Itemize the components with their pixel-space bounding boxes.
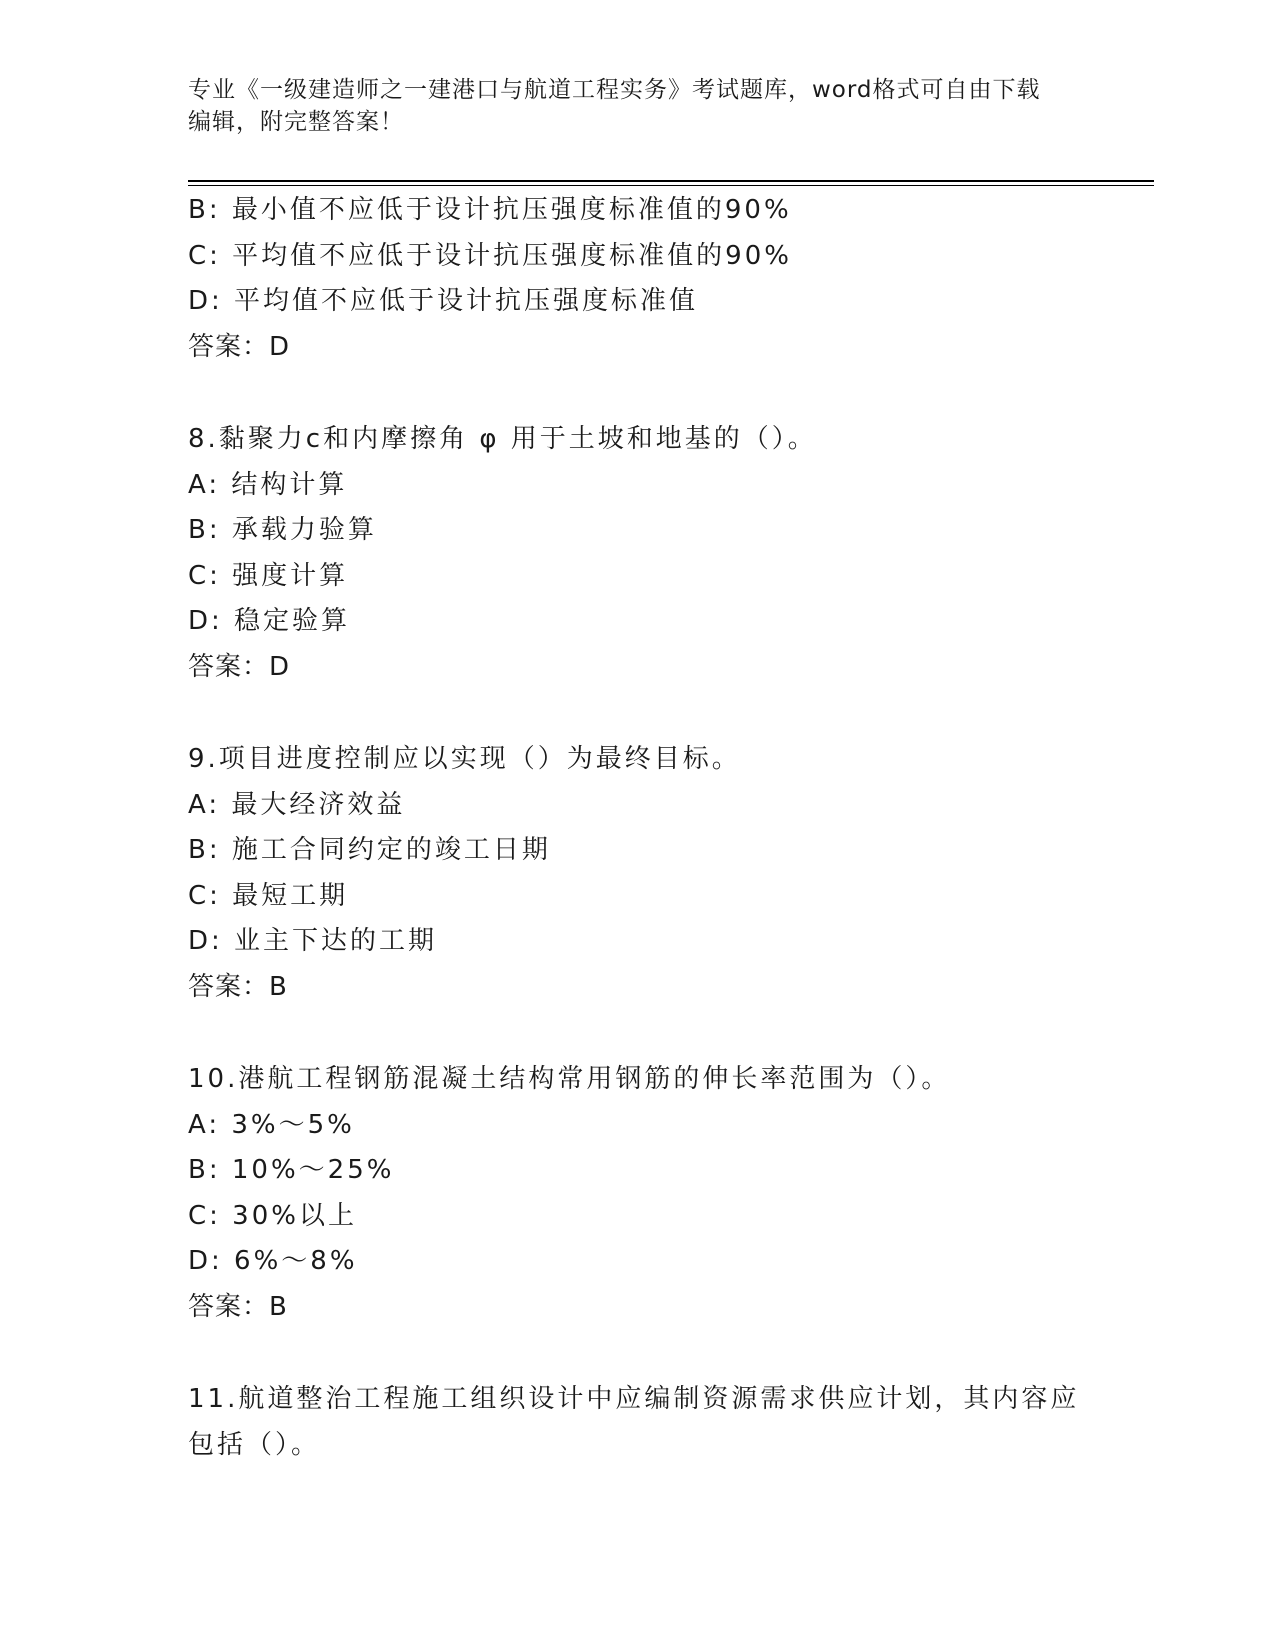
option-c: C: 强度计算 — [188, 560, 349, 591]
header-line-1: 专业《一级建造师之一建港口与航道工程实务》考试题库，word格式可自由下载 — [188, 77, 1041, 103]
option-a: A: 结构计算 — [188, 469, 348, 500]
question-11 — [188, 1377, 1088, 1468]
header-divider-thick — [188, 180, 1154, 182]
question-stem: 9.项目进度控制应以实现（）为最终目标。 — [188, 744, 741, 774]
answer: 答案：B — [188, 971, 288, 1002]
option-b: B: 施工合同约定的竣工日期 — [188, 835, 551, 865]
option-d: D: 6%～8% — [188, 1246, 358, 1276]
option-c: C: 最短工期 — [188, 880, 349, 911]
answer: 答案：D — [188, 651, 291, 682]
header-divider-thin — [188, 185, 1154, 186]
question-stem-line-2: 包括（）。 — [188, 1429, 321, 1460]
question-partial — [188, 188, 1088, 370]
option-c: C: 30%以上 — [188, 1200, 357, 1231]
question-list — [188, 188, 1088, 1468]
option-b: B: 10%～25% — [188, 1155, 395, 1185]
option-b: B: 最小值不应低于设计抗压强度标准值的90% — [188, 195, 792, 225]
question-stem-line-1: 11.航道整治工程施工组织设计中应编制资源需求供应计划，其内容应 — [188, 1384, 1080, 1414]
document-header — [188, 74, 1088, 138]
option-d: D: 稳定验算 — [188, 606, 351, 636]
option-d: D: 业主下达的工期 — [188, 926, 438, 956]
option-b: B: 承载力验算 — [188, 515, 377, 545]
option-a: A: 最大经济效益 — [188, 789, 406, 820]
question-stem: 8.黏聚力c和内摩擦角 φ 用于土坡和地基的（）。 — [188, 424, 817, 454]
question-10 — [188, 1057, 1088, 1330]
answer: 答案：B — [188, 1291, 288, 1322]
option-a: A: 3%～5% — [188, 1109, 355, 1140]
option-c: C: 平均值不应低于设计抗压强度标准值的90% — [188, 240, 792, 271]
question-9 — [188, 737, 1088, 1010]
option-d: D: 平均值不应低于设计抗压强度标准值 — [188, 286, 699, 316]
header-line-2: 编辑，附完整答案！ — [188, 109, 404, 135]
question-8 — [188, 417, 1088, 690]
answer: 答案：D — [188, 331, 291, 362]
question-stem: 10.港航工程钢筋混凝土结构常用钢筋的伸长率范围为（）。 — [188, 1064, 951, 1094]
